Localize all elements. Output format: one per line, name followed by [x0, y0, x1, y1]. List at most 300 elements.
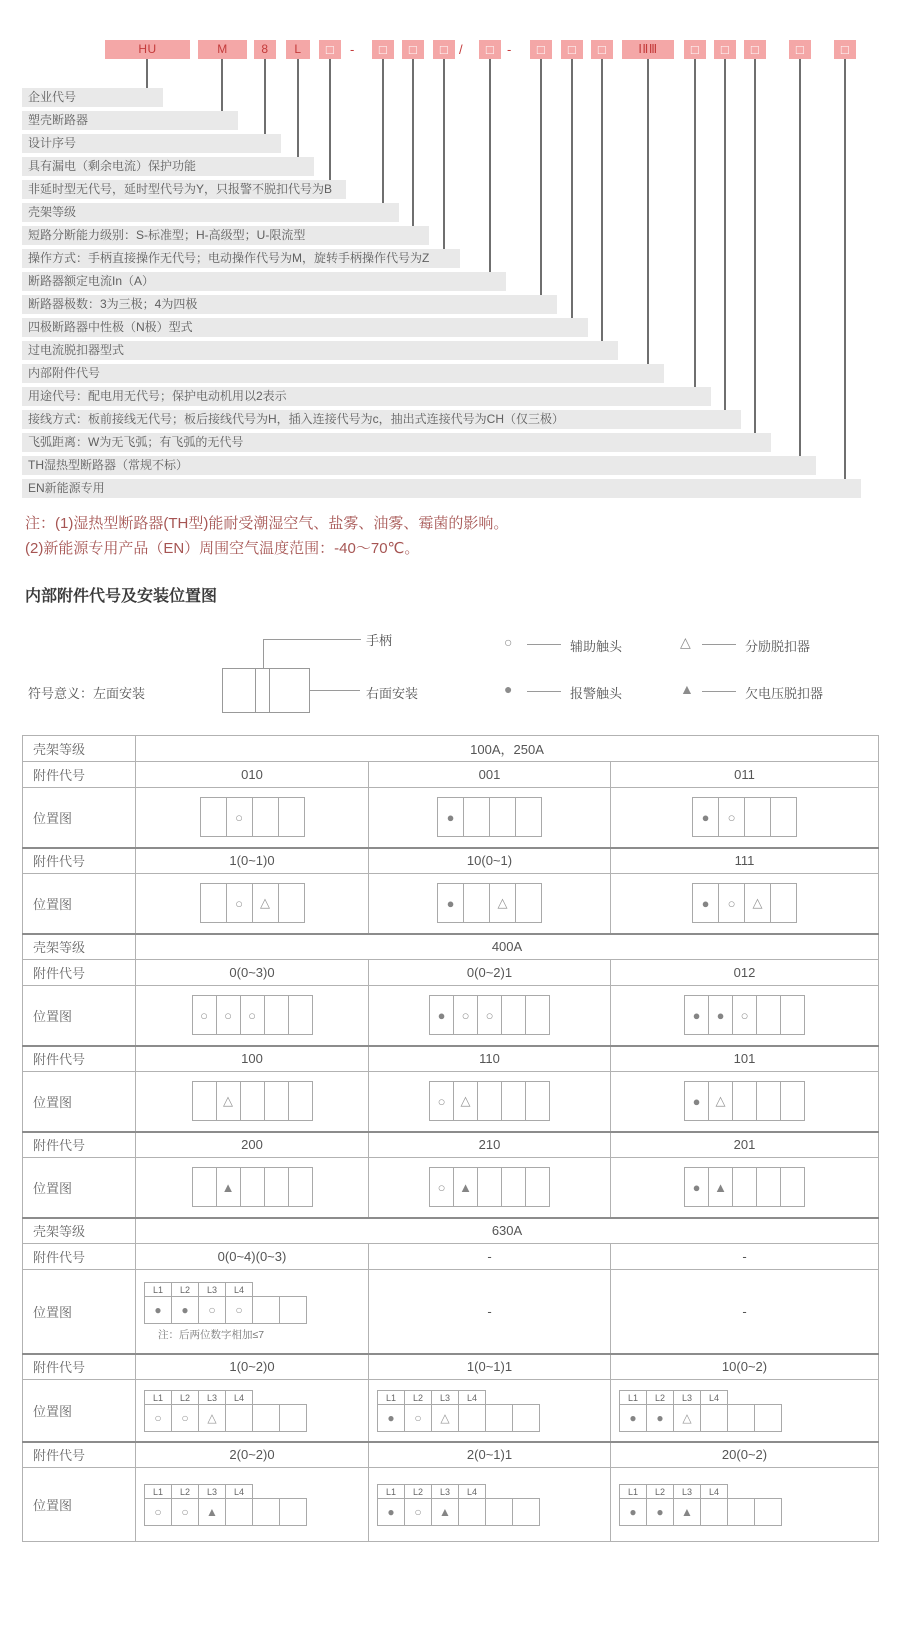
separator-dash-2: -: [507, 42, 512, 57]
position-diagram: [619, 1483, 878, 1527]
code-box-7: □: [402, 40, 424, 59]
empty-slot: [727, 1404, 755, 1432]
code-box-9: □: [479, 40, 501, 59]
alarm-contact-icon: ●: [619, 1498, 647, 1526]
row-header: 壳架等级: [23, 934, 136, 960]
pole-label: L2: [646, 1484, 674, 1499]
pole-label: L4: [700, 1484, 728, 1499]
connector-line: [489, 59, 491, 272]
mount-meaning-label: 符号意义：左面安装: [28, 686, 146, 701]
pole-label: L3: [431, 1390, 459, 1405]
position-cell: [611, 874, 879, 934]
position-diagram: [684, 1081, 805, 1121]
pole-label: L1: [377, 1484, 405, 1499]
code-label-2: 塑壳断路器: [22, 111, 238, 130]
code-cell: 1(0~1)0: [136, 848, 369, 874]
aux-contact-icon: ○: [171, 1498, 199, 1526]
empty-slot: [240, 1167, 265, 1207]
pole-label: L3: [198, 1390, 226, 1405]
undervoltage-release-label: 欠电压脱扣器: [745, 686, 824, 701]
position-cell: [136, 1270, 369, 1354]
empty-slot: [515, 883, 542, 923]
row-header: 壳架等级: [23, 1218, 136, 1244]
breaker-divider: [269, 669, 270, 712]
position-cell: [611, 788, 879, 848]
position-cell: [136, 1158, 369, 1218]
undervoltage-release-icon: ▲: [680, 681, 694, 697]
code-cell: 011: [611, 762, 879, 788]
symbol-row: [144, 1296, 307, 1324]
pole-label: L1: [144, 1484, 172, 1499]
empty-slot: [770, 797, 797, 837]
empty-slot: [700, 1498, 728, 1526]
aux-contact-icon: ○: [404, 1404, 432, 1432]
empty-slot: [200, 797, 227, 837]
row-header: 壳架等级: [23, 736, 136, 762]
code-box-8: □: [433, 40, 455, 59]
empty-slot: [279, 1296, 307, 1324]
position-diagram: [619, 1388, 878, 1432]
alarm-contact-label: 报警触头: [570, 686, 623, 701]
position-cell: [369, 874, 611, 934]
code-box-14: □: [684, 40, 706, 59]
pole-header-row: [144, 1484, 253, 1499]
position-row: [23, 788, 879, 848]
empty-slot: [252, 1404, 280, 1432]
aux-contact-icon: ○: [144, 1404, 172, 1432]
connector-line: [844, 59, 846, 479]
row-header: 附件代号: [23, 1046, 136, 1072]
row-header: 附件代号: [23, 1442, 136, 1468]
frame-value: 630A: [136, 1218, 879, 1244]
position-cell: [136, 788, 369, 848]
empty-slot: [279, 1404, 307, 1432]
alarm-contact-icon: ●: [646, 1404, 674, 1432]
symbol-row: [377, 1498, 540, 1526]
alarm-contact-icon: ●: [684, 995, 709, 1035]
position-cell: [136, 1072, 369, 1132]
connector-line: [571, 59, 573, 318]
empty-slot: [240, 1081, 265, 1121]
code-row: [23, 1244, 879, 1270]
code-row: [23, 848, 879, 874]
empty-slot: [512, 1404, 540, 1432]
pole-label: L1: [144, 1390, 172, 1405]
code-box-10: □: [530, 40, 552, 59]
position-cell: [611, 986, 879, 1046]
shunt-release-icon: △: [453, 1081, 478, 1121]
code-box-13: ⅠⅡⅢ: [622, 40, 674, 59]
aux-contact-icon: ○: [718, 883, 745, 923]
code-cell: 101: [611, 1046, 879, 1072]
code-box-18: □: [834, 40, 856, 59]
code-cell: 20(0~2): [611, 1442, 879, 1468]
pole-label: L1: [144, 1282, 172, 1297]
code-label-13: 内部附件代号: [22, 364, 664, 383]
empty-slot: [754, 1404, 782, 1432]
pole-label: L3: [673, 1484, 701, 1499]
pole-header-row: [377, 1484, 486, 1499]
empty-slot: [279, 1498, 307, 1526]
empty-slot: [489, 797, 516, 837]
aux-contact-icon: ○: [192, 995, 217, 1035]
connector-line: [412, 59, 414, 226]
row-header: 附件代号: [23, 848, 136, 874]
alarm-contact-icon: ●: [429, 995, 454, 1035]
empty-slot: [225, 1498, 253, 1526]
note-line-1: 注：(1)湿热型断路器(TH型)能耐受潮湿空气、盐雾、油雾、霉菌的影响。: [25, 515, 509, 532]
position-cell: [369, 1072, 611, 1132]
position-diagram: [684, 1167, 805, 1207]
connector-line: [443, 59, 445, 249]
aux-contact-icon: ○: [477, 995, 502, 1035]
position-diagram: [429, 1081, 550, 1121]
code-cell: 1(0~1)1: [369, 1354, 611, 1380]
code-box-15: □: [714, 40, 736, 59]
empty-slot: [744, 797, 771, 837]
alarm-contact-icon: ●: [377, 1498, 405, 1526]
empty-slot: [192, 1081, 217, 1121]
alarm-contact-icon: ●: [377, 1404, 405, 1432]
empty-slot: [525, 995, 550, 1035]
shunt-release-icon: △: [673, 1404, 701, 1432]
empty-slot: [264, 995, 289, 1035]
aux-contact-icon: ○: [504, 634, 513, 650]
code-box-2: M: [198, 40, 247, 59]
alarm-contact-icon: ●: [708, 995, 733, 1035]
code-label-3: 设计序号: [22, 134, 281, 153]
connector-line: [694, 59, 696, 387]
pole-label: L1: [619, 1390, 647, 1405]
empty-slot: [278, 797, 305, 837]
code-row: [23, 1354, 879, 1380]
code-box-4: L: [286, 40, 310, 59]
pole-label: L4: [458, 1390, 486, 1405]
empty-slot: [485, 1404, 513, 1432]
position-cell: [611, 1158, 879, 1218]
pole-header-row: [144, 1390, 253, 1405]
code-box-5: □: [319, 40, 341, 59]
empty-slot: [477, 1167, 502, 1207]
code-row: [23, 960, 879, 986]
code-label-12: 过电流脱扣器型式: [22, 341, 618, 360]
alarm-contact-icon: ●: [692, 797, 719, 837]
empty-slot: [754, 1498, 782, 1526]
code-cell: 1(0~2)0: [136, 1354, 369, 1380]
empty-slot: [501, 995, 526, 1035]
alarm-contact-icon: ●: [171, 1296, 199, 1324]
code-cell: -: [611, 1244, 879, 1270]
row-header: 位置图: [23, 1468, 136, 1542]
aux-contact-icon: ○: [171, 1404, 199, 1432]
empty-slot: [252, 1498, 280, 1526]
aux-contact-icon: ○: [216, 995, 241, 1035]
position-diagram: [684, 995, 805, 1035]
alarm-contact-icon: ●: [684, 1167, 709, 1207]
symbol-row: [619, 1498, 782, 1526]
empty-slot: [501, 1167, 526, 1207]
pole-header-row: [619, 1390, 728, 1405]
connector-line: [601, 59, 603, 341]
empty-slot: [525, 1081, 550, 1121]
empty-slot: [756, 995, 781, 1035]
empty-slot: [192, 1167, 217, 1207]
pole-label: L4: [225, 1282, 253, 1297]
undervoltage-release-icon: ▲: [216, 1167, 241, 1207]
position-cell: [369, 1380, 611, 1442]
code-cell: 0(0~3)0: [136, 960, 369, 986]
pole-label: L3: [198, 1282, 226, 1297]
position-cell: [611, 1468, 879, 1542]
shunt-release-icon: △: [431, 1404, 459, 1432]
legend-dash: [527, 691, 561, 692]
position-diagram: [377, 1483, 610, 1527]
alarm-contact-icon: ●: [692, 883, 719, 923]
model-code-diagram: [0, 0, 900, 510]
position-diagram: [192, 1167, 313, 1207]
empty-slot: [780, 1081, 805, 1121]
separator-dash-1: -: [350, 42, 355, 57]
code-label-11: 四极断路器中性极（N极）型式: [22, 318, 588, 337]
empty-slot: [288, 1081, 313, 1121]
frame-value: 100A，250A: [136, 736, 879, 762]
alarm-contact-icon: ●: [437, 883, 464, 923]
position-row: [23, 1072, 879, 1132]
pole-label: L2: [646, 1390, 674, 1405]
pole-header-row: [619, 1484, 728, 1499]
position-cell: [369, 788, 611, 848]
code-cell: 10(0~1): [369, 848, 611, 874]
pole-label: L4: [225, 1390, 253, 1405]
separator-slash: /: [459, 42, 463, 57]
empty-slot: [225, 1404, 253, 1432]
empty-slot: [515, 797, 542, 837]
frame-row: [23, 934, 879, 960]
accessory-table: [22, 735, 879, 1542]
code-cell: 110: [369, 1046, 611, 1072]
empty-cell: -: [369, 1270, 611, 1354]
empty-slot: [264, 1081, 289, 1121]
position-diagram: [144, 1280, 368, 1342]
code-row: [23, 1046, 879, 1072]
note-line-2: (2)新能源专用产品（EN）周围空气温度范围：-40～70℃。: [25, 540, 420, 557]
code-cell: 100: [136, 1046, 369, 1072]
empty-slot: [463, 883, 490, 923]
legend-dash: [702, 644, 736, 645]
code-cell: 2(0~2)0: [136, 1442, 369, 1468]
code-label-4: 具有漏电（剩余电流）保护功能: [22, 157, 314, 176]
shunt-release-icon: △: [198, 1404, 226, 1432]
empty-slot: [756, 1167, 781, 1207]
pole-header-row: [144, 1282, 253, 1297]
undervoltage-release-icon: ▲: [198, 1498, 226, 1526]
shunt-release-icon: △: [489, 883, 516, 923]
position-row: [23, 1158, 879, 1218]
aux-contact-label: 辅助触头: [570, 639, 623, 654]
code-cell: -: [369, 1244, 611, 1270]
code-label-14: 用途代号：配电用无代号；保护电动机用以2表示: [22, 387, 711, 406]
code-cell: 210: [369, 1132, 611, 1158]
position-diagram: [144, 1388, 368, 1432]
connector-line: [264, 59, 266, 134]
frame-value: 400A: [136, 934, 879, 960]
handle-label: 手柄: [366, 633, 393, 648]
position-cell: [369, 1468, 611, 1542]
row-header: 附件代号: [23, 1132, 136, 1158]
pole-label: L2: [171, 1390, 199, 1405]
frame-row: [23, 736, 879, 762]
symbol-row: [619, 1404, 782, 1432]
aux-contact-icon: ○: [732, 995, 757, 1035]
code-box-17: □: [789, 40, 811, 59]
position-diagram: [192, 1081, 313, 1121]
undervoltage-release-icon: ▲: [673, 1498, 701, 1526]
empty-slot: [463, 797, 490, 837]
empty-slot: [200, 883, 227, 923]
code-label-18: EN新能源专用: [22, 479, 861, 498]
code-box-11: □: [561, 40, 583, 59]
pole-label: L3: [673, 1390, 701, 1405]
position-diagram: [692, 797, 797, 837]
code-row: [23, 1442, 879, 1468]
aux-contact-icon: ○: [453, 995, 478, 1035]
alarm-contact-icon: ●: [144, 1296, 172, 1324]
code-box-16: □: [744, 40, 766, 59]
handle-connector-h: [263, 639, 361, 640]
row-header: 附件代号: [23, 960, 136, 986]
aux-contact-icon: ○: [225, 1296, 253, 1324]
connector-line: [146, 59, 148, 88]
code-label-6: 壳架等级: [22, 203, 399, 222]
code-cell: 200: [136, 1132, 369, 1158]
row-header: 位置图: [23, 986, 136, 1046]
alarm-contact-icon: ●: [646, 1498, 674, 1526]
empty-cell: -: [611, 1270, 879, 1354]
symbol-row: [377, 1404, 540, 1432]
position-cell: [369, 1158, 611, 1218]
code-label-15: 接线方式：板前接线无代号；板后接线代号为H，插入连接代号为c，抽出式连接代号为CH（仅三极）: [22, 410, 741, 429]
code-cell: 0(0~4)(0~3): [136, 1244, 369, 1270]
code-cell: 201: [611, 1132, 879, 1158]
pole-label: L2: [171, 1282, 199, 1297]
row-header: 位置图: [23, 1158, 136, 1218]
alarm-contact-icon: ●: [684, 1081, 709, 1121]
position-row: [23, 1380, 879, 1442]
position-cell: [136, 874, 369, 934]
connector-line: [754, 59, 756, 433]
row-header: 附件代号: [23, 1244, 136, 1270]
connector-line: [297, 59, 299, 157]
position-row: [23, 1270, 879, 1354]
position-diagram: [437, 797, 542, 837]
connector-line: [329, 59, 331, 180]
position-cell: [611, 1072, 879, 1132]
alarm-contact-icon: ●: [619, 1404, 647, 1432]
legend-dash: [527, 644, 561, 645]
connector-line: [540, 59, 542, 295]
position-cell: [136, 1380, 369, 1442]
aux-contact-icon: ○: [429, 1167, 454, 1207]
empty-slot: [458, 1404, 486, 1432]
empty-slot: [727, 1498, 755, 1526]
aux-contact-icon: ○: [429, 1081, 454, 1121]
aux-contact-icon: ○: [718, 797, 745, 837]
empty-slot: [278, 883, 305, 923]
symbol-row: [144, 1498, 307, 1526]
code-cell: 001: [369, 762, 611, 788]
empty-slot: [780, 1167, 805, 1207]
pole-label: L4: [700, 1390, 728, 1405]
shunt-release-label: 分励脱扣器: [745, 639, 811, 654]
row-header: 位置图: [23, 1270, 136, 1354]
empty-slot: [288, 995, 313, 1035]
connector-line: [382, 59, 384, 203]
position-cell: [369, 986, 611, 1046]
alarm-contact-icon: ●: [504, 681, 513, 697]
row-header: 附件代号: [23, 762, 136, 788]
position-diagram: [692, 883, 797, 923]
aux-contact-icon: ○: [240, 995, 265, 1035]
code-box-3: 8: [254, 40, 276, 59]
code-cell: 0(0~2)1: [369, 960, 611, 986]
row-header: 附件代号: [23, 1354, 136, 1380]
legend-dash: [702, 691, 736, 692]
pole-header-row: [377, 1390, 486, 1405]
connector-line: [647, 59, 649, 364]
undervoltage-release-icon: ▲: [708, 1167, 733, 1207]
empty-slot: [732, 1167, 757, 1207]
empty-slot: [485, 1498, 513, 1526]
aux-contact-icon: ○: [404, 1498, 432, 1526]
aux-contact-icon: ○: [226, 883, 253, 923]
pole-label: L1: [619, 1484, 647, 1499]
breaker-box: [222, 668, 310, 713]
row-header: 位置图: [23, 1380, 136, 1442]
position-diagram: [192, 995, 313, 1035]
code-cell: 2(0~1)1: [369, 1442, 611, 1468]
section-title: 内部附件代号及安装位置图: [25, 588, 218, 605]
code-label-1: 企业代号: [22, 88, 163, 107]
shunt-release-icon: △: [680, 634, 691, 650]
row-header: 位置图: [23, 788, 136, 848]
connector-line: [724, 59, 726, 410]
code-cell: 111: [611, 848, 879, 874]
position-diagram: [377, 1388, 610, 1432]
empty-slot: [732, 1081, 757, 1121]
pole-label: L2: [171, 1484, 199, 1499]
connector-line: [221, 59, 223, 111]
row-header: 位置图: [23, 1072, 136, 1132]
code-box-6: □: [372, 40, 394, 59]
code-cell: 010: [136, 762, 369, 788]
aux-contact-icon: ○: [226, 797, 253, 837]
symbol-row: [144, 1404, 307, 1432]
code-row: [23, 762, 879, 788]
frame-row: [23, 1218, 879, 1244]
handle-connector-v: [263, 639, 264, 669]
empty-slot: [458, 1498, 486, 1526]
empty-slot: [288, 1167, 313, 1207]
undervoltage-release-icon: ▲: [431, 1498, 459, 1526]
undervoltage-release-icon: ▲: [453, 1167, 478, 1207]
empty-slot: [252, 1296, 280, 1324]
position-cell: [611, 1380, 879, 1442]
diagram-note: 注：后两位数字相加≤7: [158, 1329, 265, 1342]
position-diagram: [200, 883, 305, 923]
empty-slot: [770, 883, 797, 923]
code-label-10: 断路器极数：3为三极；4为四极: [22, 295, 557, 314]
position-row: [23, 874, 879, 934]
